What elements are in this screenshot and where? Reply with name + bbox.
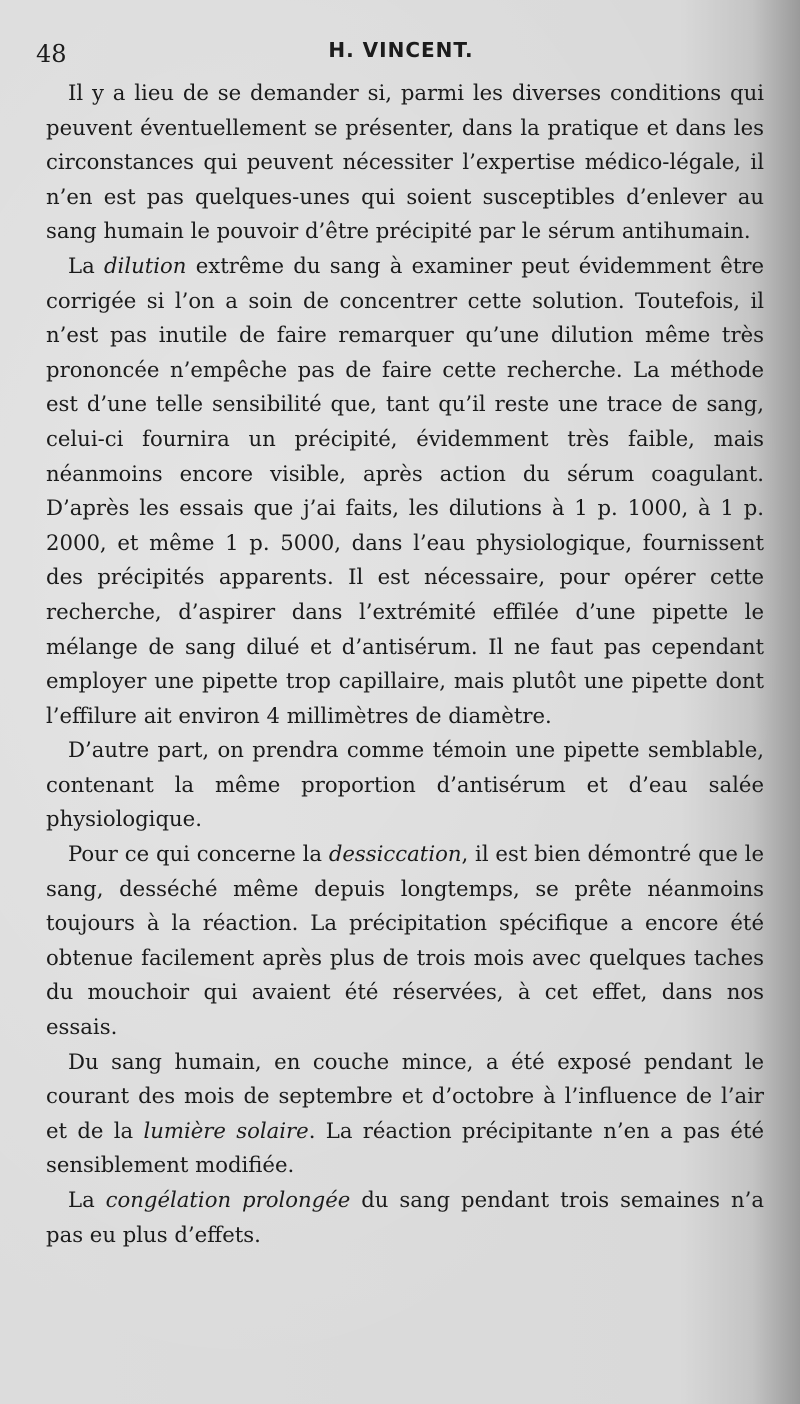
text-run: D’autre part, on prendra comme témoin une pipette semblable, contenant la même proportion d’antisérum et d’eau salée physiologique. (46, 737, 764, 832)
text-run: . La réaction précipitante n’en a pas été sensiblement modifiée. (46, 1117, 764, 1178)
text-run: Pour ce qui concerne la (68, 841, 329, 867)
text-run: , il est bien démontré que le sang, desséché même depuis longtemps, se prête néanmoins toujours à la réaction. La précipitation spécifique a encore été obtenue facilement après plus de trois mois avec quelques taches du mouchoir qui avaient été réservées, à cet effet, dans nos essais. (46, 841, 764, 1040)
paragraph (46, 837, 764, 1045)
page-header (36, 34, 766, 70)
italic-term: dessiccation (328, 841, 462, 867)
text-run: Il y a lieu de se demander si, parmi les diverses conditions qui peuvent éventuellement se présenter, dans la pratique et dans les circonstances qui peuvent nécessiter l’expertise médico-légale, il n’en est pas quelques-unes qui soient susceptibles d’enlever au sang humain le pouvoir d’être précipité par le sérum antihumain. (46, 80, 764, 244)
body-text (46, 76, 764, 1252)
text-run: La (68, 252, 104, 278)
paragraph (46, 733, 764, 837)
italic-term: dilution (103, 252, 187, 278)
paragraph (46, 1183, 764, 1252)
paragraph (46, 249, 764, 733)
italic-term: congélation prolongée (105, 1187, 351, 1212)
text-run: Du sang humain, en couche mince, a été exposé pendant le courant des mois de septembre et d’octobre à l’influence de l’air et de la (46, 1048, 764, 1143)
text-run: La (68, 1187, 106, 1212)
running-head: H. VINCENT. (328, 38, 474, 62)
text-run: extrême du sang à examiner peut évidemment être corrigée si l’on a soin de concentrer cette solution. Toutefois, il n’est pas inutile de faire remarquer qu’une dilution même très prononcée n’empêche pas de faire cette recherche. La méthode est d’une telle sensibilité que, tant qu’il reste une trace de sang, celui-ci fournira un précipité, évidemment très faible, mais néanmoins encore visible, après action du sérum coagulant. D’après les essais que j’ai faits, les dilutions à 1 p. 1000, à 1 p. 2000, et même 1 p. 5000, dans l’eau physiologique, fournissent des précipités apparents. Il est nécessaire, pour opérer cette recherche, d’aspirer dans l’extrémité effilée d’une pipette le mélange de sang dilué et d’antisérum. Il ne faut pas cependant employer une pipette trop capillaire, mais plutôt une pipette dont l’effilure ait environ 4 millimètres de diamètre. (46, 252, 765, 728)
paragraph (46, 1045, 764, 1183)
page-number: 48 (36, 40, 67, 68)
italic-term: lumière solaire (143, 1117, 309, 1143)
paragraph (46, 76, 764, 249)
text-run: du sang pendant trois semaines n’a pas eu plus d’effets. (46, 1187, 764, 1247)
